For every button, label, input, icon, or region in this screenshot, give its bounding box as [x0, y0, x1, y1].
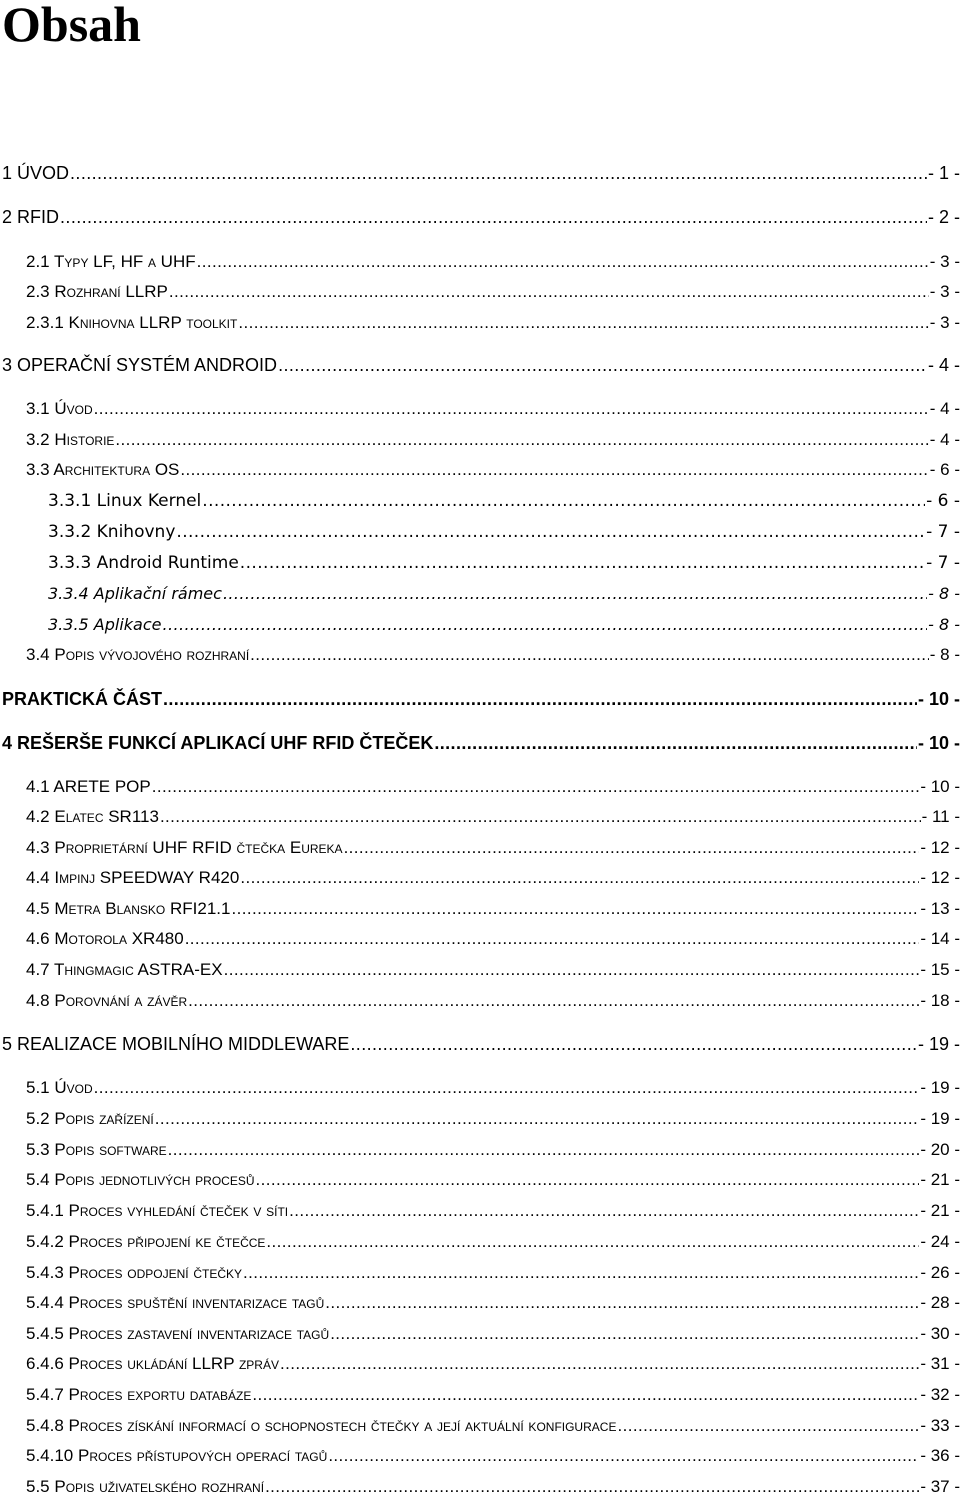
toc-entry-label: 4.2 Elatec SR113 [26, 807, 159, 826]
toc-entry-label: 4.6 Motorola XR480 [26, 929, 184, 948]
toc-entry-page: - 31 - [920, 1354, 960, 1373]
dot-leader [176, 519, 925, 545]
toc-entry[interactable] [26, 957, 960, 983]
toc-entry-page: - 8 - [929, 645, 960, 664]
toc-entry-page: - 24 - [920, 1232, 960, 1251]
toc-entry-page: - 10 - [917, 689, 960, 709]
dot-leader [94, 396, 929, 422]
toc-entry-label: 4.4 Impinj SPEEDWAY R420 [26, 868, 240, 887]
toc-entry[interactable] [26, 835, 960, 861]
toc-entry-page: - 36 - [920, 1446, 960, 1465]
toc-entry-page: - 33 - [920, 1416, 960, 1435]
toc-entry-page: - 30 - [920, 1324, 960, 1343]
toc-entry-label: 5.4 Popis jednotlivých procesů [26, 1170, 255, 1189]
toc-entry-label: 3.1 Úvod [26, 399, 93, 418]
toc-entry[interactable] [26, 804, 960, 830]
toc-entry-label: 5.4.7 Proces exportu databáze [26, 1385, 252, 1404]
toc-entry[interactable] [2, 686, 960, 712]
toc-entry-label: 3.3.2 Knihovny [48, 522, 176, 542]
toc-entry[interactable] [26, 1474, 960, 1500]
dot-leader [115, 427, 928, 453]
toc-entry-label: 3.3 Architektura OS [26, 460, 180, 479]
toc-entry-page: - 6 - [926, 491, 960, 511]
toc-entry-label: 2.3 Rozhraní LLRP [26, 282, 168, 301]
dot-leader [265, 1474, 919, 1500]
toc-entry[interactable] [26, 774, 960, 800]
toc-entry-label: 3.3.3 Android Runtime [48, 553, 239, 573]
toc-entry[interactable] [48, 550, 960, 576]
toc-entry-label: 5.4.10 Proces přístupových operací tagů [26, 1446, 328, 1465]
toc-entry-label: 6.4.6 Proces ukládání LLRP zpráv [26, 1354, 279, 1373]
toc-entry[interactable] [26, 1413, 960, 1439]
toc-entry-label: 5.4.4 Proces spuštění inventarizace tagů [26, 1293, 325, 1312]
toc-entry[interactable] [26, 279, 960, 305]
toc-entry-page: - 3 - [929, 252, 960, 271]
dot-leader [325, 1290, 919, 1316]
toc-entry[interactable] [26, 926, 960, 952]
toc-entry-label: 4.5 Metra Blansko RFI21.1 [26, 899, 231, 918]
toc-entry[interactable] [2, 352, 960, 378]
toc-entry-page: - 4 - [929, 430, 960, 449]
dot-leader [223, 581, 927, 607]
toc-entry[interactable] [26, 1321, 960, 1347]
toc-entry[interactable] [26, 1260, 960, 1286]
toc-entry-page: - 15 - [920, 960, 960, 979]
dot-leader [344, 835, 920, 861]
toc-entry-page: - 4 - [929, 399, 960, 418]
toc-entry-page: - 14 - [920, 929, 960, 948]
toc-entry[interactable] [26, 896, 960, 922]
toc-entry-label: 5.1 Úvod [26, 1078, 93, 1097]
toc-entry-page: - 37 - [920, 1477, 960, 1496]
dot-leader [185, 926, 920, 952]
dot-leader [350, 1031, 917, 1057]
toc-entry-label: 4.1 ARETE POP [26, 777, 151, 796]
dot-leader [330, 1321, 919, 1347]
toc-entry-page: - 19 - [920, 1078, 960, 1097]
dot-leader [70, 160, 927, 186]
toc-entry-label: 5.2 Popis zařízení [26, 1109, 154, 1128]
toc-entry-label: 4.7 Thingmagic ASTRA-EX [26, 960, 223, 979]
toc-entry-label: 1 ÚVOD [2, 163, 70, 183]
toc-entry-label: 3.4 Popis vývojového rozhraní [26, 645, 250, 664]
toc-entry[interactable] [48, 488, 960, 514]
toc-entry-page: - 3 - [929, 313, 960, 332]
toc-entry-label: 3.3.4 Aplikační rámec [48, 584, 222, 603]
toc-entry[interactable] [26, 249, 960, 275]
toc-entry-label: 4.8 Porovnání a závěr [26, 991, 188, 1010]
toc-entry-page: - 21 - [920, 1201, 960, 1220]
toc-entry-label: 5.3 Popis software [26, 1140, 167, 1159]
dot-leader [240, 865, 919, 891]
toc-entry[interactable] [26, 427, 960, 453]
toc-entry-label: PRAKTICKÁ ČÁST [2, 689, 162, 709]
toc-entry-page: - 32 - [920, 1385, 960, 1404]
toc-entry[interactable] [26, 310, 960, 336]
dot-leader [163, 686, 917, 712]
toc-entry-page: - 7 - [926, 553, 960, 573]
toc-entry-page: - 7 - [926, 522, 960, 542]
toc-entry[interactable] [26, 1351, 960, 1377]
toc-entry-page: - 19 - [920, 1109, 960, 1128]
toc-entry[interactable] [26, 1382, 960, 1408]
toc-entry[interactable] [26, 865, 960, 891]
toc-entry-page: - 18 - [920, 991, 960, 1010]
toc-entry-label: 5.4.5 Proces zastavení inventarizace tagů [26, 1324, 330, 1343]
dot-leader [328, 1443, 919, 1469]
toc-entry[interactable] [26, 1198, 960, 1224]
toc-entry[interactable] [26, 1229, 960, 1255]
dot-leader [60, 204, 927, 230]
toc-entry-page: - 3 - [929, 282, 960, 301]
toc-entry[interactable] [26, 1137, 960, 1163]
toc-entry[interactable] [2, 1031, 960, 1057]
toc-entry[interactable] [48, 519, 960, 545]
dot-leader [289, 1198, 919, 1224]
dot-leader [238, 310, 928, 336]
toc-entry-page: - 28 - [920, 1293, 960, 1312]
toc-entry-page: - 8 - [928, 615, 960, 634]
toc-entry-page: - 8 - [928, 584, 960, 603]
dot-leader [180, 457, 928, 483]
toc-entry-page: - 26 - [920, 1263, 960, 1282]
dot-leader [266, 1229, 919, 1255]
dot-leader [94, 1075, 920, 1101]
toc-entry-label: 3.3.1 Linux Kernel [48, 491, 202, 511]
toc-entry[interactable] [2, 204, 960, 230]
toc-entry[interactable] [26, 396, 960, 422]
toc-entry-label: 3 OPERAČNÍ SYSTÉM ANDROID [2, 355, 278, 375]
dot-leader [224, 957, 920, 983]
toc-entry-page: - 11 - [921, 807, 960, 826]
toc-entry[interactable] [2, 160, 960, 186]
toc-entry-page: - 1 - [927, 163, 960, 183]
toc-entry[interactable] [26, 457, 960, 483]
dot-leader [250, 642, 929, 668]
toc-entry-label: 3.3.5 Aplikace [48, 615, 162, 634]
dot-leader [188, 988, 919, 1014]
toc-entry-page: - 21 - [920, 1170, 960, 1189]
toc-entry-label: 5 REALIZACE MOBILNÍHO MIDDLEWARE [2, 1034, 350, 1054]
dot-leader [240, 550, 925, 576]
toc-entry[interactable] [26, 1106, 960, 1132]
toc-entry-label: 5.4.2 Proces připojení ke čtečce [26, 1232, 266, 1251]
dot-leader [231, 896, 919, 922]
toc-entry-page: - 10 - [917, 733, 960, 753]
dot-leader [280, 1351, 919, 1377]
dot-leader [168, 1137, 920, 1163]
toc-entry-label: 2.1 Typy LF, HF a UHF [26, 252, 196, 271]
toc-entry[interactable] [26, 1167, 960, 1193]
dot-leader [434, 730, 917, 756]
toc-entry[interactable] [48, 612, 960, 638]
toc-entry-page: - 4 - [927, 355, 960, 375]
toc-entry-page: - 10 - [920, 777, 960, 796]
toc-entry-page: - 12 - [920, 838, 960, 857]
toc-entry[interactable] [26, 1443, 960, 1469]
dot-leader [152, 774, 920, 800]
toc-entry-page: - 19 - [917, 1034, 960, 1054]
dot-leader [202, 488, 925, 514]
toc-entry-label: 4 REŠERŠE FUNKCÍ APLIKACÍ UHF RFID ČTEČEK [2, 733, 434, 753]
toc-entry[interactable] [26, 1290, 960, 1316]
dot-leader [160, 804, 921, 830]
toc-entry-page: - 13 - [920, 899, 960, 918]
toc-entry[interactable] [26, 988, 960, 1014]
toc-entry-label: 3.2 Historie [26, 430, 115, 449]
toc-entry-page: - 6 - [929, 460, 960, 479]
toc-entry-page: - 12 - [920, 868, 960, 887]
dot-leader [169, 279, 929, 305]
toc-entry[interactable] [2, 730, 960, 756]
toc-entry-page: - 2 - [927, 207, 960, 227]
dot-leader [163, 612, 928, 638]
dot-leader [252, 1382, 919, 1408]
dot-leader [617, 1413, 919, 1439]
toc-entry[interactable] [26, 642, 960, 668]
toc-entry[interactable] [48, 581, 960, 607]
toc-entry-page: - 20 - [920, 1140, 960, 1159]
dot-leader [197, 249, 929, 275]
page-title: Obsah [2, 0, 141, 52]
dot-leader [155, 1106, 920, 1132]
toc-entry-label: 2 RFID [2, 207, 60, 227]
toc-entry-label: 5.4.1 Proces vyhledání čteček v síti [26, 1201, 289, 1220]
toc-entry-label: 2.3.1 Knihovna LLRP toolkit [26, 313, 238, 332]
toc-entry-label: 4.3 Proprietární UHF RFID čtečka Eureka [26, 838, 343, 857]
toc-entry-label: 5.4.3 Proces odpojení čtečky [26, 1263, 243, 1282]
dot-leader [243, 1260, 919, 1286]
toc-entry[interactable] [26, 1075, 960, 1101]
dot-leader [256, 1167, 920, 1193]
toc-entry-label: 5.5 Popis uživatelského rozhraní [26, 1477, 265, 1496]
dot-leader [278, 352, 927, 378]
toc-entry-label: 5.4.8 Proces získání informací o schopnostech čtečky a její aktuální konfigurace [26, 1416, 617, 1435]
